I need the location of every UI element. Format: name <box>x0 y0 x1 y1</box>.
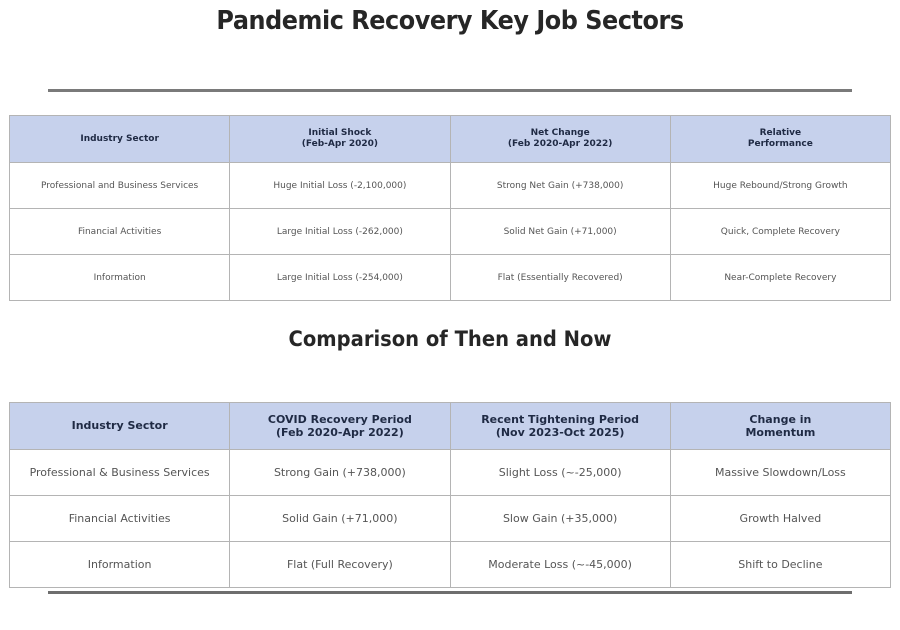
column-header-industry-sector: Industry Sector <box>10 116 230 163</box>
column-header-recent-tightening-period: Recent Tightening Period (Nov 2023-Oct 2025) <box>450 403 670 450</box>
cell-recent-tightening: Slow Gain (+35,000) <box>450 496 670 542</box>
cell-covid-recovery: Flat (Full Recovery) <box>230 542 450 588</box>
table-row <box>10 163 891 209</box>
column-header-initial-shock: Initial Shock (Feb-Apr 2020) <box>230 116 450 163</box>
table-row <box>10 496 891 542</box>
cell-change-in-momentum: Shift to Decline <box>670 542 890 588</box>
table-row <box>10 542 891 588</box>
column-header-industry-sector: Industry Sector <box>10 403 230 450</box>
table-header-row <box>10 403 891 450</box>
table-row <box>10 209 891 255</box>
cell-industry-sector: Professional and Business Services <box>10 163 230 209</box>
column-header-net-change: Net Change (Feb 2020-Apr 2022) <box>450 116 670 163</box>
table-row <box>10 450 891 496</box>
cell-industry-sector: Information <box>10 542 230 588</box>
cell-industry-sector: Information <box>10 255 230 301</box>
column-header-change-in-momentum: Change in Momentum <box>670 403 890 450</box>
cell-industry-sector: Financial Activities <box>10 209 230 255</box>
cell-relative-performance: Huge Rebound/Strong Growth <box>670 163 890 209</box>
cell-covid-recovery: Strong Gain (+738,000) <box>230 450 450 496</box>
cell-initial-shock: Large Initial Loss (-254,000) <box>230 255 450 301</box>
cell-relative-performance: Quick, Complete Recovery <box>670 209 890 255</box>
cell-initial-shock: Huge Initial Loss (-2,100,000) <box>230 163 450 209</box>
cell-industry-sector: Professional & Business Services <box>10 450 230 496</box>
cell-change-in-momentum: Growth Halved <box>670 496 890 542</box>
column-header-covid-recovery-period: COVID Recovery Period (Feb 2020-Apr 2022) <box>230 403 450 450</box>
section-title: Comparison of Then and Now <box>288 327 612 351</box>
cell-net-change: Flat (Essentially Recovered) <box>450 255 670 301</box>
table-header-row <box>10 116 891 163</box>
column-header-relative-performance: Relative Performance <box>670 116 890 163</box>
cell-initial-shock: Large Initial Loss (-262,000) <box>230 209 450 255</box>
sector-shock-table <box>9 115 891 301</box>
cell-net-change: Solid Net Gain (+71,000) <box>450 209 670 255</box>
then-now-comparison-table <box>9 402 891 588</box>
page-title: Pandemic Recovery Key Job Sectors <box>216 6 684 36</box>
cell-change-in-momentum: Massive Slowdown/Loss <box>670 450 890 496</box>
cell-recent-tightening: Moderate Loss (~-45,000) <box>450 542 670 588</box>
cell-covid-recovery: Solid Gain (+71,000) <box>230 496 450 542</box>
cell-relative-performance: Near-Complete Recovery <box>670 255 890 301</box>
title-divider <box>48 89 852 92</box>
table-row <box>10 255 891 301</box>
cell-net-change: Strong Net Gain (+738,000) <box>450 163 670 209</box>
cell-industry-sector: Financial Activities <box>10 496 230 542</box>
bottom-divider <box>48 591 852 594</box>
cell-recent-tightening: Slight Loss (~-25,000) <box>450 450 670 496</box>
